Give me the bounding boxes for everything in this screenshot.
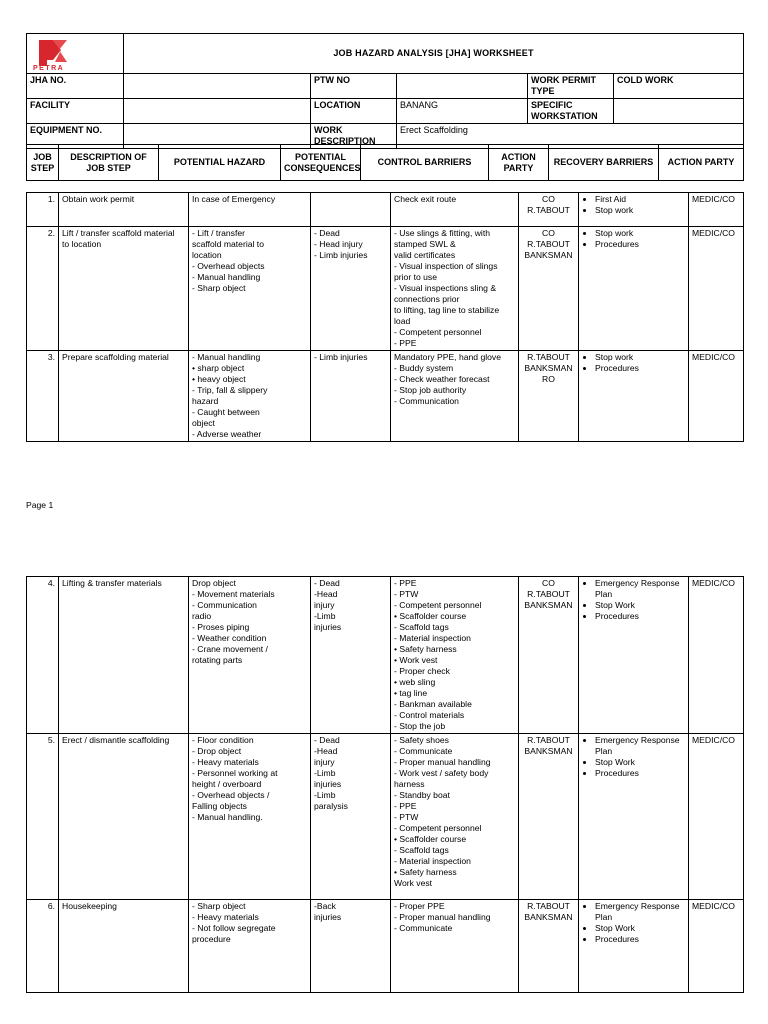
control-line: - Competent personnel xyxy=(394,823,482,833)
control-line: - Material inspection xyxy=(394,856,471,866)
action-party-line: R.TABOUT xyxy=(527,901,570,911)
job-step-number: 1. xyxy=(27,193,59,227)
control-line: • Work vest xyxy=(394,655,438,665)
control-line: • Scaffolder course xyxy=(394,834,467,844)
hazard-line: - Lift / transfer xyxy=(192,228,246,238)
control-line: - PPE xyxy=(394,801,417,811)
page-label: Page 1 xyxy=(26,500,54,510)
control-barriers-cell xyxy=(391,193,519,227)
col-job-step: JOB STEP xyxy=(27,145,59,181)
hazard-line: rotating parts xyxy=(192,655,243,665)
job-step-row xyxy=(27,351,744,442)
control-line: valid certificates xyxy=(394,250,456,260)
potential-consequences-cell xyxy=(311,193,391,227)
action-party-2-cell: MEDIC/CO xyxy=(689,577,744,734)
potential-hazard-cell xyxy=(189,227,311,351)
consequence-line: - Limb injuries xyxy=(314,250,368,260)
consequence-line: injuries xyxy=(314,779,342,789)
recovery-item: • Procedures xyxy=(595,239,685,250)
col-recovery-barriers: RECOVERY BARRIERS xyxy=(549,145,659,181)
hazard-line: • heavy object xyxy=(192,374,246,384)
hazard-line: hazard xyxy=(192,396,219,406)
hazard-line: - Overhead objects / xyxy=(192,790,270,800)
control-barriers-cell xyxy=(391,900,519,993)
control-line: - PPE xyxy=(394,338,417,348)
job-step-number: 5. xyxy=(27,734,59,900)
control-line: • Scaffolder course xyxy=(394,611,467,621)
hazard-line: - Heavy materials xyxy=(192,912,259,922)
action-party-2-cell: MEDIC/CO xyxy=(689,734,744,900)
hazard-line: - Floor condition xyxy=(192,735,254,745)
hazard-line: - Manual handling. xyxy=(192,812,263,822)
action-party-2-cell: MEDIC/CO xyxy=(689,227,744,351)
potential-hazard-cell xyxy=(189,734,311,900)
control-line: stamped SWL & xyxy=(394,239,456,249)
control-line: - Visual inspections sling & xyxy=(394,283,497,293)
recovery-list xyxy=(582,228,685,250)
control-line: - Communicate xyxy=(394,746,453,756)
control-line: - Material inspection xyxy=(394,633,471,643)
hazard-line: location xyxy=(192,250,222,260)
hazard-line: procedure xyxy=(192,934,231,944)
hazard-line: - Drop object xyxy=(192,746,242,756)
recovery-item: • Procedures xyxy=(595,768,685,779)
control-line: - Standby boat xyxy=(394,790,450,800)
control-line: - Work vest / safety body xyxy=(394,768,489,778)
recovery-item: • Emergency Response Plan xyxy=(595,735,685,757)
hazard-line: - Crane movement / xyxy=(192,644,268,654)
potential-hazard-cell xyxy=(189,193,311,227)
action-party-2-cell: MEDIC/CO xyxy=(689,193,744,227)
control-line: - PPE xyxy=(394,578,417,588)
action-party-cell xyxy=(519,351,579,442)
consequence-line: -Head xyxy=(314,746,338,756)
action-party-line: RO xyxy=(542,374,555,384)
hazard-line: Falling objects xyxy=(192,801,247,811)
action-party-cell xyxy=(519,734,579,900)
control-line: - Communication xyxy=(394,396,459,406)
hazard-line: - Not follow segregate xyxy=(192,923,276,933)
control-line: Work vest xyxy=(394,878,433,888)
equipment-no-label: EQUIPMENT NO. xyxy=(27,124,124,149)
action-party-line: R.TABOUT xyxy=(527,589,570,599)
recovery-item: • Stop work xyxy=(595,205,685,216)
col-control-barriers: CONTROL BARRIERS xyxy=(361,145,489,181)
action-party-line: BANKSMAN xyxy=(524,250,573,260)
consequence-line: - Limb injuries xyxy=(314,352,368,362)
action-party-line: CO xyxy=(542,578,555,588)
location-value[interactable]: BANANG xyxy=(397,99,528,124)
hazard-line: Drop object xyxy=(192,578,236,588)
work-description-value[interactable]: Erect Scaffolding xyxy=(397,124,744,149)
hazard-line: - Sharp object xyxy=(192,901,246,911)
control-line: - Competent personnel xyxy=(394,600,482,610)
hazard-line: - Proses piping xyxy=(192,622,250,632)
consequence-line: - Dead xyxy=(314,735,340,745)
consequence-line: injuries xyxy=(314,912,342,922)
job-step-number: 4. xyxy=(27,577,59,734)
hazard-line: - Trip, fall & slippery xyxy=(192,385,268,395)
consequence-line: injuries xyxy=(314,622,342,632)
control-line: - Stop job authority xyxy=(394,385,467,395)
potential-consequences-cell xyxy=(311,900,391,993)
potential-hazard-cell xyxy=(189,900,311,993)
hazard-line: - Weather condition xyxy=(192,633,267,643)
jha-rows-table-1 xyxy=(26,192,744,442)
control-line: • Safety harness xyxy=(394,867,457,877)
control-line: to lifting, tag line to stabilize xyxy=(394,305,500,315)
hazard-line: - Manual handling xyxy=(192,352,261,362)
specific-workstation-value[interactable] xyxy=(614,99,744,124)
recovery-item: • Emergency Response Plan xyxy=(595,901,685,923)
control-line: - PTW xyxy=(394,812,419,822)
job-step-row xyxy=(27,900,744,993)
control-line: - Visual inspection of slings xyxy=(394,261,498,271)
col-potential-consequences: POTENTIAL CONSEQUENCES xyxy=(281,145,361,181)
control-line: - Check weather forecast xyxy=(394,374,490,384)
consequence-line: injury xyxy=(314,757,335,767)
control-barriers-cell xyxy=(391,351,519,442)
recovery-item: • Stop work xyxy=(595,228,685,239)
control-line: Mandatory PPE, hand glove xyxy=(394,352,502,362)
control-line: - Control materials xyxy=(394,710,465,720)
potential-hazard-cell xyxy=(189,577,311,734)
jha-header-table xyxy=(26,33,744,149)
action-party-line: R.TABOUT xyxy=(527,735,570,745)
job-step-row xyxy=(27,577,744,734)
recovery-barriers-cell xyxy=(579,734,689,900)
hazard-line: height / overboard xyxy=(192,779,262,789)
control-line: - Communicate xyxy=(394,923,453,933)
job-step-number: 3. xyxy=(27,351,59,442)
specific-workstation-label: SPECIFIC WORKSTATION xyxy=(528,99,614,124)
col-description: DESCRIPTION OF JOB STEP xyxy=(59,145,159,181)
consequence-line: - Dead xyxy=(314,578,340,588)
potential-consequences-cell xyxy=(311,227,391,351)
hazard-line: - Personnel working at xyxy=(192,768,278,778)
hazard-line: - Movement materials xyxy=(192,589,275,599)
consequence-line: -Back xyxy=(314,901,336,911)
recovery-item: • Stop work xyxy=(595,352,685,363)
control-line: - PTW xyxy=(394,589,419,599)
control-line: - Scaffold tags xyxy=(394,622,449,632)
worksheet-title: JOB HAZARD ANALYSIS [JHA] WORKSHEET xyxy=(124,34,744,74)
recovery-list xyxy=(582,194,685,216)
petra-logo xyxy=(27,34,123,72)
job-step-row xyxy=(27,227,744,351)
col-potential-hazard: POTENTIAL HAZARD xyxy=(159,145,281,181)
recovery-item: • Stop Work xyxy=(595,923,685,934)
control-line: - Use slings & fitting, with xyxy=(394,228,490,238)
action-party-line: BANKSMAN xyxy=(524,746,573,756)
hazard-line: In case of Emergency xyxy=(192,194,276,204)
hazard-line: - Overhead objects xyxy=(192,261,265,271)
jha-rows-table-2 xyxy=(26,576,744,993)
work-permit-type-value[interactable]: COLD WORK xyxy=(614,74,744,99)
job-step-description: Prepare scaffolding material xyxy=(59,351,189,442)
action-party-line: BANKSMAN xyxy=(524,363,573,373)
control-line: • Safety harness xyxy=(394,644,457,654)
hazard-line: object xyxy=(192,418,215,428)
control-line: prior to use xyxy=(394,272,437,282)
location-label: LOCATION xyxy=(311,99,397,124)
job-step-row xyxy=(27,193,744,227)
control-line: - Bankman available xyxy=(394,699,472,709)
potential-hazard-cell xyxy=(189,351,311,442)
hazard-line: - Heavy materials xyxy=(192,757,259,767)
recovery-barriers-cell xyxy=(579,900,689,993)
hazard-line: scaffold material to xyxy=(192,239,264,249)
potential-consequences-cell xyxy=(311,351,391,442)
recovery-item: • Stop Work xyxy=(595,757,685,768)
consequence-line: paralysis xyxy=(314,801,348,811)
recovery-item: • First Aid xyxy=(595,194,685,205)
control-line: - Scaffold tags xyxy=(394,845,449,855)
control-line: • web sling xyxy=(394,677,436,687)
control-line: - Stop the job xyxy=(394,721,446,731)
hazard-line: - Caught between xyxy=(192,407,260,417)
job-step-description: Obtain work permit xyxy=(59,193,189,227)
column-header-table xyxy=(26,144,744,181)
potential-consequences-cell xyxy=(311,734,391,900)
recovery-list xyxy=(582,578,685,622)
action-party-cell xyxy=(519,900,579,993)
control-line: • tag line xyxy=(394,688,428,698)
action-party-line: BANKSMAN xyxy=(524,600,573,610)
hazard-line: - Adverse weather xyxy=(192,429,262,439)
hazard-line: radio xyxy=(192,611,212,621)
facility-value[interactable] xyxy=(124,99,311,124)
recovery-list xyxy=(582,901,685,945)
control-line: Check exit route xyxy=(394,194,457,204)
action-party-line: R.TABOUT xyxy=(527,205,570,215)
logo-text: PETRA xyxy=(33,65,65,72)
consequence-line: -Limb xyxy=(314,611,336,621)
action-party-2-cell: MEDIC/CO xyxy=(689,351,744,442)
recovery-barriers-cell xyxy=(579,193,689,227)
col-action-party: ACTION PARTY xyxy=(489,145,549,181)
recovery-item: • Stop Work xyxy=(595,600,685,611)
action-party-line: BANKSMAN xyxy=(524,912,573,922)
job-step-row xyxy=(27,734,744,900)
ptw-no-label: PTW NO xyxy=(311,74,397,99)
job-step-description: Housekeeping xyxy=(59,900,189,993)
recovery-barriers-cell xyxy=(579,227,689,351)
control-line: connections prior xyxy=(394,294,460,304)
job-step-description: Lifting & transfer materials xyxy=(59,577,189,734)
facility-label: FACILITY xyxy=(27,99,124,124)
recovery-item: • Procedures xyxy=(595,611,685,622)
action-party-line: CO xyxy=(542,228,555,238)
action-party-cell xyxy=(519,577,579,734)
hazard-line: - Sharp object xyxy=(192,283,246,293)
action-party-cell xyxy=(519,193,579,227)
consequence-line: - Dead xyxy=(314,228,340,238)
work-description-label: WORK DESCRIPTION xyxy=(311,124,397,149)
job-step-description: Erect / dismantle scaffolding xyxy=(59,734,189,900)
control-barriers-cell xyxy=(391,227,519,351)
control-line: - Proper manual handling xyxy=(394,912,491,922)
ptw-no-value[interactable] xyxy=(397,74,528,99)
control-barriers-cell xyxy=(391,734,519,900)
hazard-line: • sharp object xyxy=(192,363,245,373)
action-party-line: R.TABOUT xyxy=(527,239,570,249)
col-action-party-2: ACTION PARTY xyxy=(659,145,744,181)
control-line: load xyxy=(394,316,411,326)
control-line: - Competent personnel xyxy=(394,327,482,337)
recovery-item: • Emergency Response Plan xyxy=(595,578,685,600)
consequence-line: -Limb xyxy=(314,768,336,778)
job-step-description: Lift / transfer scaffold material to location xyxy=(59,227,189,351)
hazard-line: - Manual handling xyxy=(192,272,261,282)
consequence-line: injury xyxy=(314,600,335,610)
control-line: - Safety shoes xyxy=(394,735,449,745)
consequence-line: -Head xyxy=(314,589,338,599)
recovery-item: • Procedures xyxy=(595,934,685,945)
control-line: - Proper PPE xyxy=(394,901,445,911)
action-party-2-cell: MEDIC/CO xyxy=(689,900,744,993)
work-permit-type-label: WORK PERMIT TYPE xyxy=(528,74,614,99)
consequence-line: -Limb xyxy=(314,790,336,800)
recovery-barriers-cell xyxy=(579,577,689,734)
control-barriers-cell xyxy=(391,577,519,734)
recovery-item: • Procedures xyxy=(595,363,685,374)
recovery-barriers-cell xyxy=(579,351,689,442)
recovery-list xyxy=(582,735,685,779)
control-line: harness xyxy=(394,779,425,789)
logo-cell xyxy=(27,34,124,74)
control-line: - Proper manual handling xyxy=(394,757,491,767)
jha-no-value[interactable] xyxy=(124,74,311,99)
action-party-line: R.TABOUT xyxy=(527,352,570,362)
action-party-cell xyxy=(519,227,579,351)
recovery-list xyxy=(582,352,685,374)
jha-no-label: JHA NO. xyxy=(27,74,124,99)
hazard-line: - Communication xyxy=(192,600,257,610)
job-step-number: 6. xyxy=(27,900,59,993)
action-party-line: CO xyxy=(542,194,555,204)
consequence-line: - Head injury xyxy=(314,239,363,249)
potential-consequences-cell xyxy=(311,577,391,734)
control-line: - Proper check xyxy=(394,666,450,676)
job-step-number: 2. xyxy=(27,227,59,351)
control-line: - Buddy system xyxy=(394,363,454,373)
